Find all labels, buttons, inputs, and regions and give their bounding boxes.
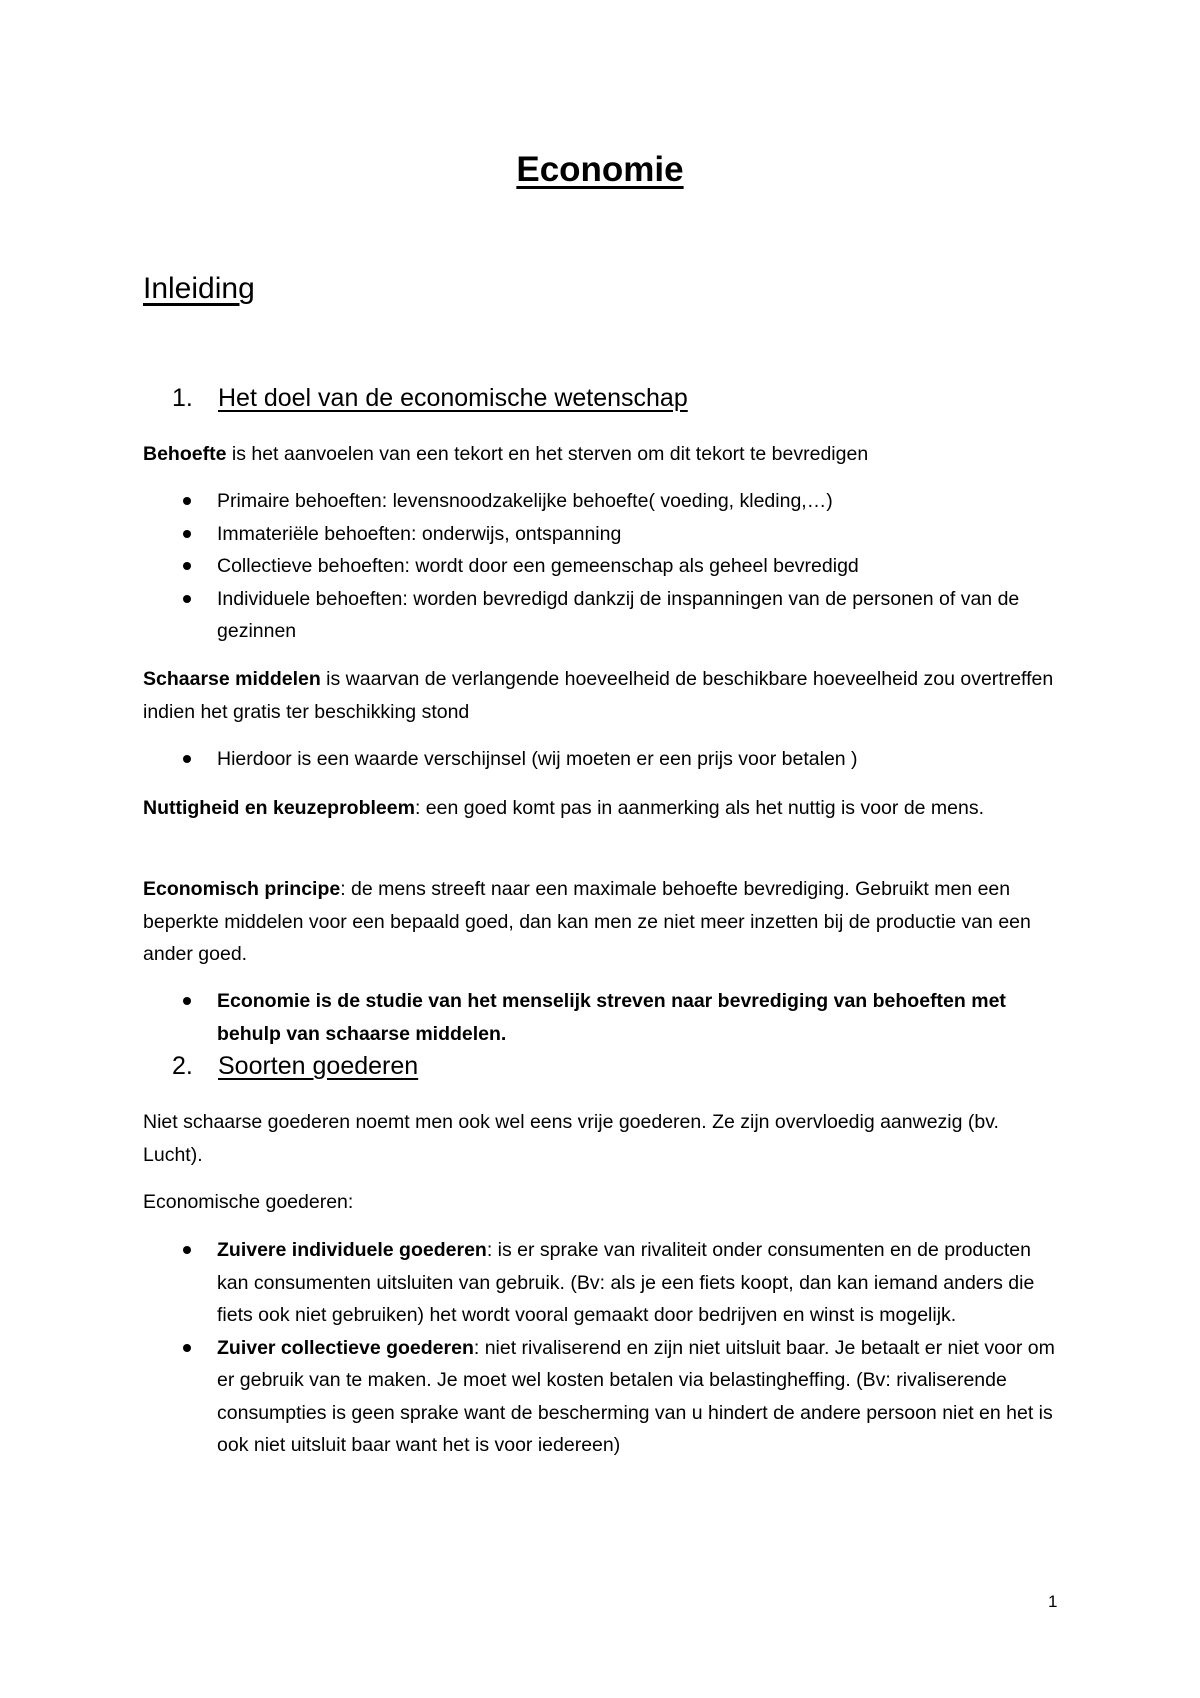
list-item xyxy=(143,550,1063,583)
bullet-icon xyxy=(183,595,191,603)
definition-list xyxy=(143,985,1063,1050)
definition-economie: Economie is de studie van het menselijk streven naar bevrediging van behoeften met behulp van schaarse middelen. xyxy=(217,990,1006,1045)
list-item xyxy=(143,1234,1063,1332)
subsection-2-number: 2. xyxy=(172,1052,193,1080)
bullet-icon xyxy=(183,1344,191,1352)
scarce-list xyxy=(143,743,1063,776)
subsection-1-title: Het doel van de economische wetenschap xyxy=(218,384,688,412)
section-heading-inleiding: Inleiding xyxy=(143,272,255,305)
text-zuiver-collectieve: : niet rivaliserend en zijn niet uitsluit baar. Je betaalt er niet voor om er gebruik van te maken. Je moet wel kosten betalen via belastingheffing. (Bv: rivaliserende consumpties is geen sprake want de bescherming van u hindert de andere persoon niet en het is ook niet uitsluit baar want het is voor iedereen) xyxy=(217,1336,1055,1456)
term-zuivere-individuele: Zuivere individuele goederen xyxy=(217,1239,487,1261)
need-collectieve: Collectieve behoeften: wordt door een gemeenschap als geheel bevredigd xyxy=(217,555,859,577)
term-schaarse-middelen: Schaarse middelen xyxy=(143,668,321,690)
need-primaire: Primaire behoeften: levensnoodzakelijke behoefte( voeding, kleding,…) xyxy=(217,490,833,512)
list-item xyxy=(143,583,1063,648)
list-item xyxy=(143,1332,1063,1462)
paragraph-economisch-principe xyxy=(143,873,1063,971)
paragraph-behoefte xyxy=(143,438,1063,471)
list-item xyxy=(143,985,1063,1050)
paragraph-niet-schaarse: Niet schaarse goederen noemt men ook wel eens vrije goederen. Ze zijn overvloedig aanwezig (bv. Lucht). xyxy=(143,1111,999,1166)
need-individuele: Individuele behoeften: worden bevredigd dankzij de inspanningen van de personen of van de gezinnen xyxy=(217,587,1020,642)
bullet-icon xyxy=(183,530,191,538)
text-schaarse-middelen: is waarvan de verlangende hoeveelheid de beschikbare hoeveelheid zou overtreffen indien het gratis ter beschikking stond xyxy=(143,668,1054,723)
text-behoefte: is het aanvoelen van een tekort en het sterven om dit tekort te bevredigen xyxy=(226,443,869,465)
bullet-icon xyxy=(183,997,191,1005)
page-number: 1 xyxy=(1048,1592,1058,1611)
subsection-2-title: Soorten goederen xyxy=(218,1052,419,1080)
subsection-1-number: 1. xyxy=(172,384,193,412)
scarce-bullet: Hierdoor is een waarde verschijnsel (wij moeten er een prijs voor betalen ) xyxy=(217,748,858,770)
subsection-1-heading xyxy=(172,384,688,413)
bullet-icon xyxy=(183,755,191,763)
term-nuttigheid: Nuttigheid en keuzeprobleem xyxy=(143,797,415,819)
term-zuiver-collectieve: Zuiver collectieve goederen xyxy=(217,1336,474,1359)
need-immateriele: Immateriële behoeften: onderwijs, ontspanning xyxy=(217,522,622,545)
list-item xyxy=(143,743,1063,776)
bullet-icon xyxy=(183,497,191,505)
text-economisch-principe: : de mens streeft naar een maximale behoefte bevrediging. Gebruikt men een beperkte middelen voor een bepaald goed, dan kan men ze niet meer inzetten bij de productie van een ander goed. xyxy=(143,878,1031,965)
paragraph-nuttigheid xyxy=(143,792,1063,825)
paragraph-schaarse-middelen xyxy=(143,663,1063,728)
list-item xyxy=(143,518,1063,551)
bullet-icon xyxy=(183,1246,191,1254)
paragraph-economische-goederen: Economische goederen: xyxy=(143,1191,354,1213)
goods-list xyxy=(143,1234,1063,1462)
document-title: Economie xyxy=(516,150,684,189)
bullet-icon xyxy=(183,562,191,570)
list-item xyxy=(143,485,1063,518)
needs-list xyxy=(143,485,1063,648)
text-zuivere-individuele: : is er sprake van rivaliteit onder consumenten en de producten kan consumenten uitsluiten van gebruik. (Bv: als je een fiets koopt, dan kan iemand anders die fiets ook niet gebruiken) het wordt vooral gemaakt door bedrijven en winst is mogelijk. xyxy=(217,1239,1035,1326)
term-economisch-principe: Economisch principe xyxy=(143,878,341,900)
text-nuttigheid: : een goed komt pas in aanmerking als het nuttig is voor de mens. xyxy=(414,797,985,819)
term-behoefte: Behoefte xyxy=(143,443,227,465)
subsection-2-heading xyxy=(172,1052,418,1081)
